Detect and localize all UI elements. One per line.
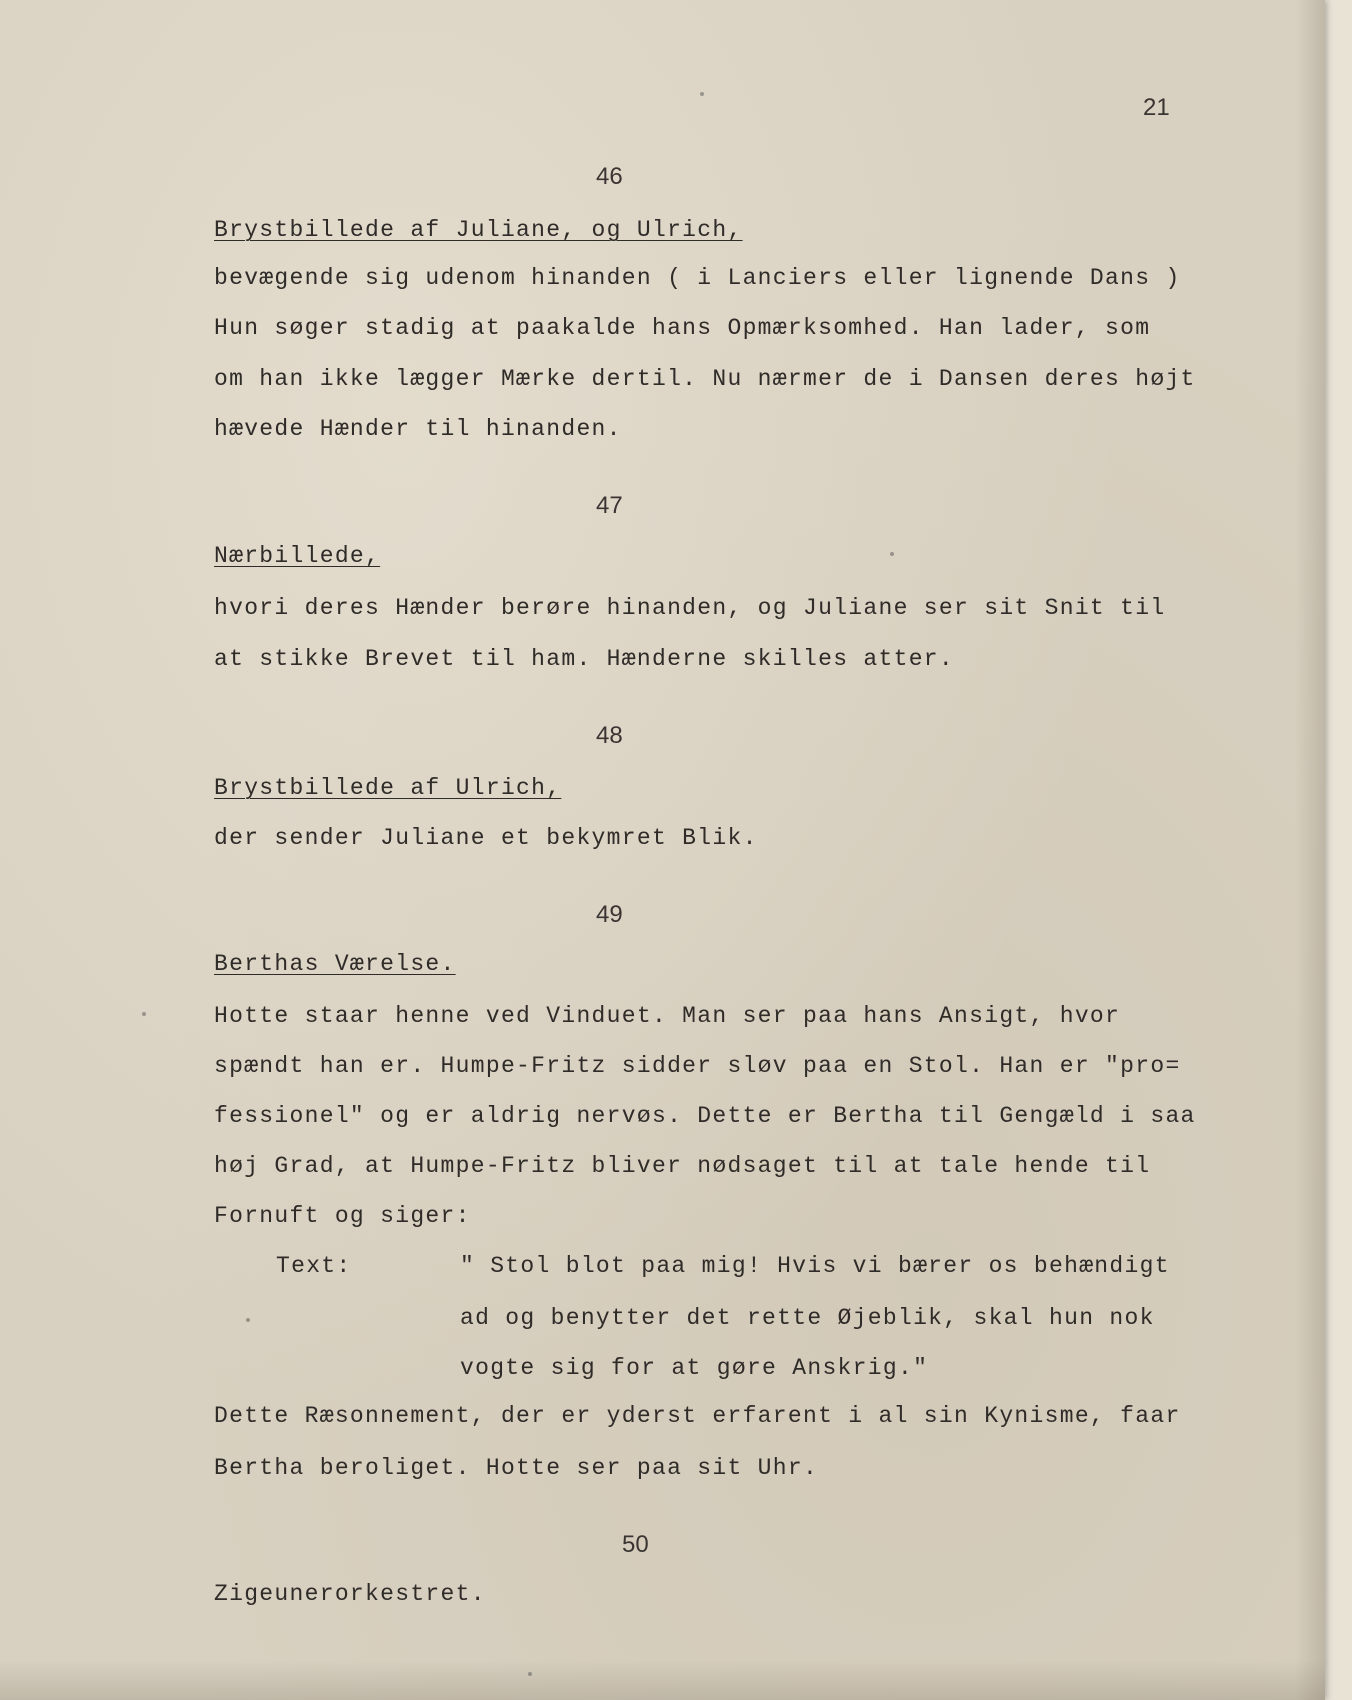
paper-speck [246, 1318, 250, 1322]
page-bottom-shadow [0, 1660, 1325, 1700]
dialogue-quote-line-1: " Stol blot paa mig! Hvis vi bærer os behændigt [460, 1253, 1170, 1279]
paper-speck [700, 92, 704, 96]
dialogue-quote-line-3: vogte sig for at gøre Anskrig." [460, 1355, 929, 1381]
section-46-line-4: hævede Hænder til hinanden. [214, 416, 622, 442]
section-47-line-2: at stikke Brevet til ham. Hænderne skilles atter. [214, 646, 955, 672]
section-heading-47: Nærbillede, [214, 543, 381, 569]
section-number-47: 47 [596, 492, 623, 519]
section-48-line-1: der sender Juliane et bekymret Blik. [214, 825, 758, 851]
section-49-line-2: spændt han er. Humpe-Fritz sidder sløv paa en Stol. Han er "pro= [214, 1053, 1181, 1079]
dialogue-quote-line-2: ad og benytter det rette Øjeblik, skal hun nok [460, 1305, 1155, 1331]
paper-speck [142, 1012, 146, 1016]
section-heading-48: Brystbillede af Ulrich, [214, 775, 562, 801]
paper-speck [890, 552, 894, 556]
section-number-49: 49 [596, 901, 623, 928]
section-49-line-5: Fornuft og siger: [214, 1203, 471, 1229]
section-49-line-1: Hotte staar henne ved Vinduet. Man ser paa hans Ansigt, hvor [214, 1003, 1121, 1029]
section-number-48: 48 [596, 722, 623, 749]
dialogue-text-label: Text: [276, 1253, 352, 1279]
page-edge-shadow [1295, 0, 1325, 1700]
section-heading-50: Zigeunerorkestret. [214, 1581, 486, 1607]
section-heading-49: Berthas Værelse. [214, 951, 456, 977]
page-number: 21 [1143, 94, 1170, 121]
section-46-line-1: bevægende sig udenom hinanden ( i Lanciers eller lignende Dans ) [214, 265, 1181, 291]
section-heading-46: Brystbillede af Juliane, og Ulrich, [214, 217, 743, 243]
section-46-line-2: Hun søger stadig at paakalde hans Opmærksomhed. Han lader, som [214, 315, 1151, 341]
section-number-50: 50 [622, 1531, 649, 1558]
section-number-46: 46 [596, 163, 623, 190]
paper-speck [528, 1672, 532, 1676]
section-47-line-1: hvori deres Hænder berøre hinanden, og Juliane ser sit Snit til [214, 595, 1166, 621]
section-49-line-4: høj Grad, at Humpe-Fritz bliver nødsaget til at tale hende til [214, 1153, 1151, 1179]
section-46-line-3: om han ikke lægger Mærke dertil. Nu nærmer de i Dansen deres højt [214, 366, 1196, 392]
section-49-line-3: fessionel" og er aldrig nervøs. Dette er Bertha til Gengæld i saa [214, 1103, 1196, 1129]
section-49-after-line-2: Bertha beroliget. Hotte ser paa sit Uhr. [214, 1455, 819, 1481]
section-49-after-line-1: Dette Ræsonnement, der er yderst erfarent i al sin Kynisme, faar [214, 1403, 1181, 1429]
